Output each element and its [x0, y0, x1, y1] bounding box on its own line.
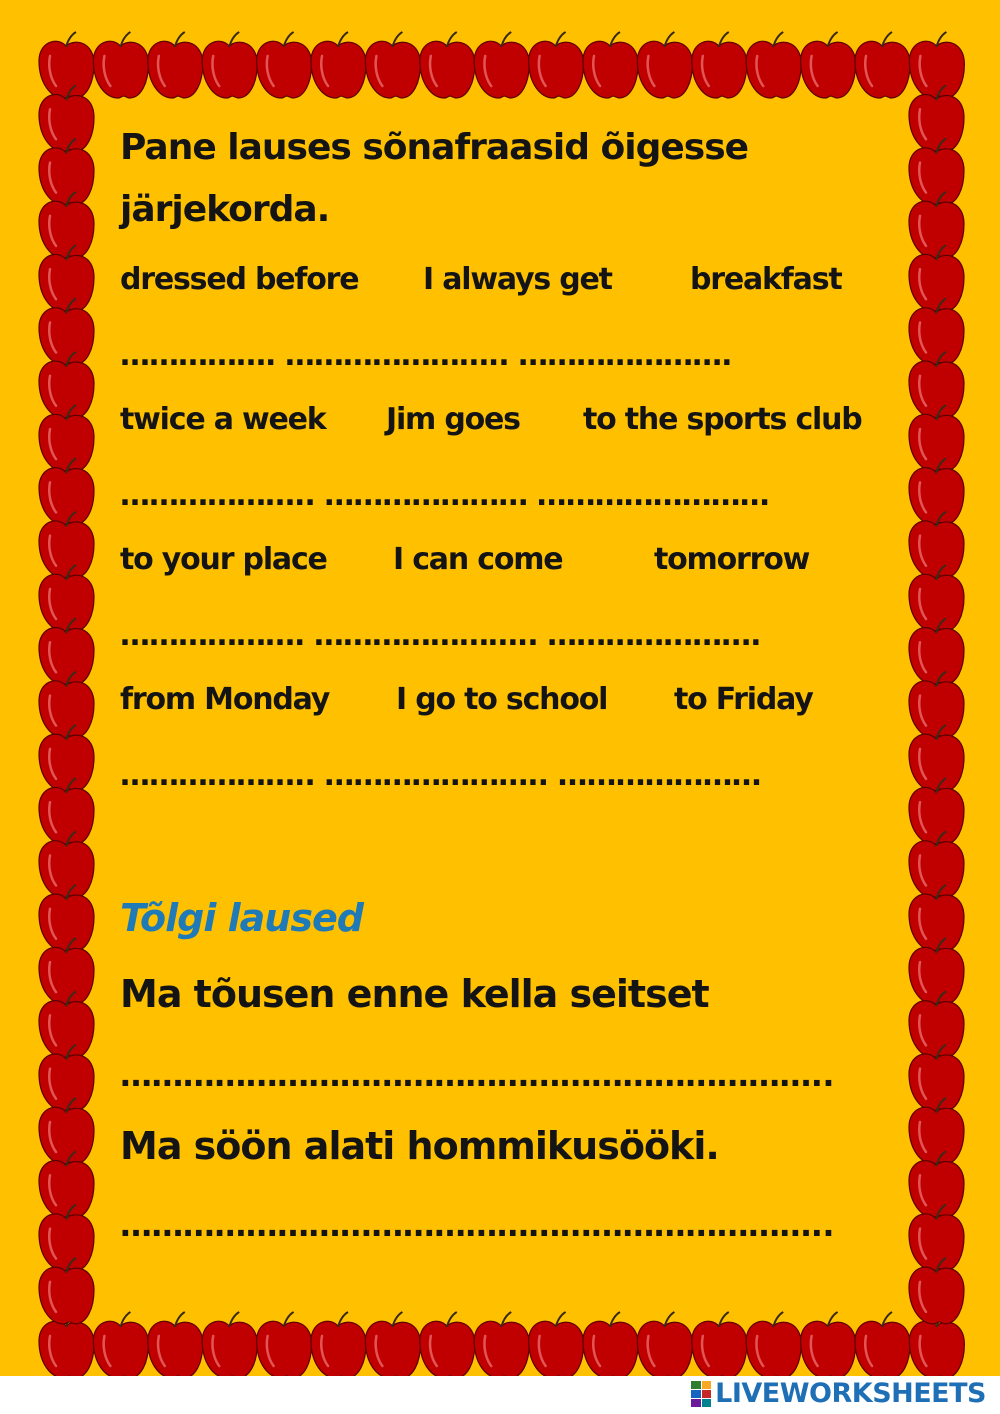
- apple-icon: [637, 32, 692, 98]
- apple-icon: [583, 1312, 638, 1376]
- translate-subtitle: Tõlgi laused: [120, 896, 363, 940]
- word-phrase[interactable]: to the sports club: [583, 402, 862, 437]
- word-phrase[interactable]: dressed before: [120, 262, 359, 297]
- liveworksheets-logo-icon: [691, 1381, 711, 1407]
- apple-icon: [202, 32, 257, 98]
- translation-blank[interactable]: …………………………………………………………..: [120, 1056, 834, 1094]
- apple-icon: [365, 32, 420, 98]
- apple-icon: [746, 32, 801, 98]
- answer-blank[interactable]: ……………. ………………….. ………………….: [120, 338, 732, 373]
- translation-blank[interactable]: …………………………………………………………..: [120, 1206, 834, 1244]
- apple-icon: [692, 32, 747, 98]
- apple-icon: [692, 1312, 747, 1376]
- apple-icon: [909, 32, 964, 98]
- sentence-to-translate: Ma söön alati hommikusööki.: [120, 1124, 719, 1168]
- apple-icon: [801, 32, 856, 98]
- apple-icon: [148, 32, 203, 98]
- apple-icon: [529, 1312, 584, 1376]
- word-phrase[interactable]: I can come: [393, 542, 563, 577]
- word-phrase[interactable]: to Friday: [674, 682, 813, 717]
- word-phrase[interactable]: to your place: [120, 542, 327, 577]
- word-phrase[interactable]: Jim goes: [386, 402, 520, 437]
- apple-icon: [202, 1312, 257, 1376]
- apple-icon: [637, 1312, 692, 1376]
- apple-icon: [529, 32, 584, 98]
- apple-icon: [420, 32, 475, 98]
- answer-blank[interactable]: ……………….. ………………… ……………………: [120, 478, 769, 513]
- apple-icon: [93, 32, 148, 98]
- word-phrase[interactable]: tomorrow: [654, 542, 810, 577]
- answer-blank[interactable]: ………………. ………………….. ………………….: [120, 618, 761, 653]
- apple-icon: [93, 1312, 148, 1376]
- apple-icon: [855, 1312, 910, 1376]
- word-phrase[interactable]: I go to school: [396, 682, 608, 717]
- apple-icon: [855, 32, 910, 98]
- apple-icon: [39, 32, 94, 98]
- apple-icon: [746, 1312, 801, 1376]
- apple-icon: [257, 1312, 312, 1376]
- word-phrase[interactable]: I always get: [423, 262, 612, 297]
- apple-icon: [365, 1312, 420, 1376]
- apple-icon: [801, 1312, 856, 1376]
- exercise-title-line-2: järjekorda.: [120, 189, 330, 230]
- apple-icon: [148, 1312, 203, 1376]
- word-phrase[interactable]: from Monday: [120, 682, 330, 717]
- apple-icon: [311, 32, 366, 98]
- exercise-title-line-1: Pane lauses sõnafraasid õigesse: [120, 127, 749, 168]
- apple-icon: [257, 32, 312, 98]
- apple-icon: [583, 32, 638, 98]
- apple-icon: [474, 1312, 529, 1376]
- apple-icon: [420, 1312, 475, 1376]
- liveworksheets-brand: LIVEWORKSHEETS: [715, 1378, 986, 1409]
- word-phrase[interactable]: breakfast: [690, 262, 842, 297]
- answer-blank[interactable]: ……………….. ………………….. …………………: [120, 758, 761, 793]
- word-phrase[interactable]: twice a week: [120, 402, 326, 437]
- footer: [0, 1376, 1000, 1414]
- liveworksheets-logo[interactable]: [691, 1378, 986, 1409]
- apple-icon: [474, 32, 529, 98]
- sentence-to-translate: Ma tõusen enne kella seitset: [120, 972, 709, 1016]
- apple-icon: [311, 1312, 366, 1376]
